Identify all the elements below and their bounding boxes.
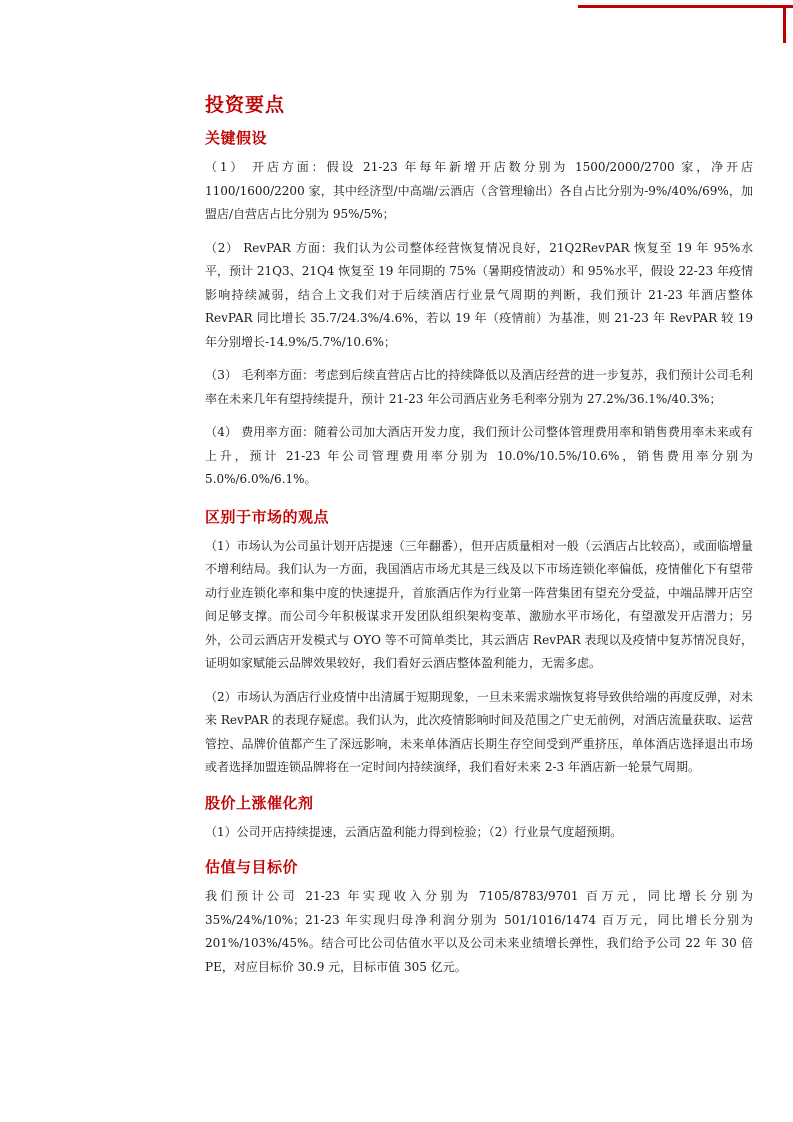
section-heading-key-assumptions: 关键假设 xyxy=(205,129,268,147)
key-assumption-paragraph: （1） 开店方面：假设 21-23 年每年新增开店数分别为 1500/2000/2700 家，净开店 1100/1600/2200 家，其中经济型/中高端/云酒店（含管理输出）各自占比分别为-9%/40%/69%，加盟店/自营店占比分别为 95%/5%； xyxy=(205,160,753,221)
market-view-paragraph: （2）市场认为酒店行业疫情中出清属于短期现象，一旦未来需求端恢复将导致供给端的再度反弹，对未来 RevPAR 的表现存疑虑。我们认为，此次疫情影响时间及范围之广史无前例，对酒店流量获取、运营管控、品牌价值都产生了深远影响，未来单体酒店长期生存空间受到严重挤压，单体酒店选择退出市场或者选择加盟连锁品牌将在一定时间内持续演绎，我们看好未来 2-3 年酒店新一轮景气周期。 xyxy=(205,689,753,774)
valuation-text: 我们预计公司 21-23 年实现收入分别为 7105/8783/9701 百万元，同比增长分别为 35%/24%/10%；21-23 年实现归母净利润分别为 501/1016/1474 百万元，同比增长分别为 201%/103%/45%。结合可比公司估值水平以及公司未来业绩增长弹性，我们给予公司 22 年 30 倍 PE，对应目标价 30.9 元，目标市值 305 亿元。 xyxy=(205,889,753,974)
catalyst-text: （1）公司开店持续提速，云酒店盈利能力得到检验；（2）行业景气度超预期。 xyxy=(205,824,623,839)
header-accent-tick xyxy=(783,5,786,43)
page-title: 投资要点 xyxy=(205,94,286,116)
page-content xyxy=(205,92,753,979)
header-accent-line xyxy=(578,5,793,8)
section-heading-valuation: 估值与目标价 xyxy=(205,858,299,876)
key-assumption-paragraph: （4） 费用率方面：随着公司加大酒店开发力度，我们预计公司整体管理费用率和销售费用率未来或有上升，预计 21-23 年公司管理费用率分别为 10.0%/10.5%/10.6%，销售费用率分别为 5.0%/6.0%/6.1%。 xyxy=(205,425,753,486)
section-heading-catalyst: 股价上涨催化剂 xyxy=(205,793,314,812)
market-view-paragraph: （1）市场认为公司虽计划开店提速（三年翻番），但开店质量相对一般（云酒店占比较高），或面临增量不增利结局。我们认为一方面，我国酒店市场尤其是三线及以下市场连锁化率偏低，疫情催化下有望带动行业连锁化率和集中度的快速提升，首旅酒店作为行业第一阵营集团有望充分受益，中端品牌开店空间足够支撑。而公司今年积极谋求开发团队组织架构变革、激励水平市场化，有望激发开店潜力；另外，公司云酒店开发模式与 OYO 等不可简单类比，其云酒店 RevPAR 表现以及疫情中复苏情况良好，证明如家赋能云品牌效果较好，我们看好云酒店整体盈利能力，无需多虑。 xyxy=(205,538,753,670)
section-heading-market-difference: 区别于市场的观点 xyxy=(205,507,330,526)
key-assumption-paragraph: （2） RevPAR 方面：我们认为公司整体经营恢复情况良好，21Q2RevPAR 恢复至 19 年 95%水平，预计 21Q3、21Q4 恢复至 19 年同期的 75%（暑期疫情波动）和 95%水平，假设 22-23 年疫情影响持续减弱，结合上文我们对于后续酒店行业景气周期的判断，我们预计 21-23 年酒店整体 RevPAR 同比增长 35.7/24.3%/4.6%，若以 19 年（疫情前）为基准，则 21-23 年 RevPAR 较 19 年分别增长-14.9%/5.7%/10.6%； xyxy=(205,240,753,349)
key-assumption-paragraph: （3） 毛利率方面：考虑到后续直营店占比的持续降低以及酒店经营的进一步复苏，我们预计公司毛利率在未来几年有望持续提升，预计 21-23 年公司酒店业务毛利率分别为 27.2%/36.1%/40.3%； xyxy=(205,368,753,406)
